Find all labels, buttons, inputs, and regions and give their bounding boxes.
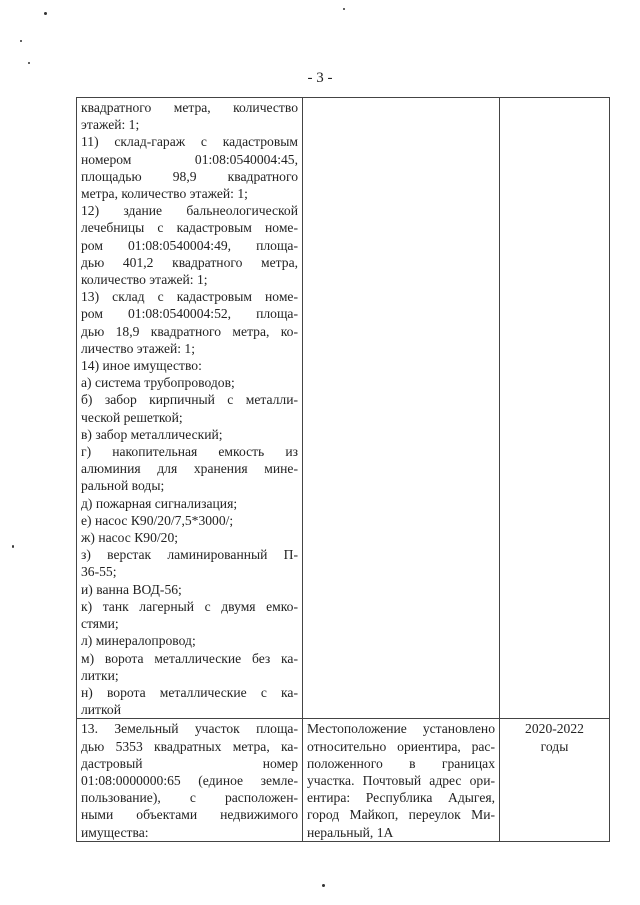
text-line: дью 401,2 квадратного метра,	[81, 254, 298, 270]
text-line: алюминия для хранения мине-	[81, 461, 298, 477]
text-line: ными объектами недвижимого	[81, 807, 298, 823]
scan-speck	[28, 62, 30, 64]
text-line: город Майкоп, переулок Ми-	[307, 807, 495, 823]
cell-period-13	[500, 719, 610, 841]
text-line: е) насос К90/20/7,5*3000/;	[81, 512, 234, 528]
text-line: а) система трубопроводов;	[81, 375, 235, 391]
text-line: 11) склад-гараж с кадастровым	[81, 134, 298, 150]
scan-speck	[20, 40, 22, 42]
text-line: личество этажей: 1;	[81, 340, 196, 356]
text-line: 36-55;	[81, 564, 117, 580]
text-line: в) забор металлический;	[81, 426, 223, 442]
cell-description-13	[77, 719, 303, 841]
text-line: н) ворота металлические с ка-	[81, 684, 298, 700]
table-row-13	[77, 719, 610, 841]
text-line: литкой	[81, 702, 121, 718]
text-line: дью 5353 квадратных метра, ка-	[81, 738, 298, 754]
text-line: ческой решеткой;	[81, 409, 183, 425]
text-line: и) ванна ВОД-56;	[81, 581, 182, 597]
text-line: ж) насос К90/20;	[81, 530, 179, 546]
text-line: метра, количество этажей: 1;	[81, 186, 248, 202]
text-line: 13. Земельный участок площа-	[81, 721, 298, 737]
text-line: этажей: 1;	[81, 117, 140, 133]
text-line: имущества:	[81, 824, 149, 840]
text-line: к) танк лагерный с двумя емко-	[81, 598, 298, 614]
text-line: количество этажей: 1;	[81, 272, 208, 288]
table-row-continued	[77, 98, 610, 719]
text-line: Местоположение установлено	[307, 721, 495, 737]
text-line: квадратного метра, количество	[81, 100, 298, 115]
text-line: з) верстак ламинированный П-	[81, 547, 298, 563]
text-line: номером 01:08:0540004:45,	[81, 151, 298, 167]
text-line: 12) здание бальнеологической	[81, 203, 298, 219]
scan-speck	[322, 884, 325, 887]
text-line: пользование), с расположен-	[81, 790, 298, 806]
text-line: 01:08:0000000:65 (единое земле-	[81, 772, 298, 788]
text-line: 13) склад с кадастровым номе-	[81, 289, 298, 305]
text-line: г) накопительная емкость из	[81, 444, 298, 460]
cell-location-13	[303, 719, 500, 841]
text-line: стями;	[81, 616, 119, 632]
text-line: годы	[540, 738, 569, 754]
text-line: участка. Почтовый адрес ори-	[307, 772, 495, 788]
text-line: ром 01:08:0540004:49, площа-	[81, 237, 298, 253]
text-line: б) забор кирпичный с металли-	[81, 392, 298, 408]
scan-speck	[343, 8, 345, 10]
text-line: д) пожарная сигнализация;	[81, 495, 238, 511]
cell-description-continued	[77, 98, 303, 719]
text-line: ральной воды;	[81, 478, 165, 494]
text-line: дастровый номер	[81, 755, 298, 771]
page-number: - 3 -	[307, 70, 333, 86]
text-line: дью 18,9 квадратного метра, ко-	[81, 323, 298, 339]
text-line: площадью 98,9 квадратного	[81, 168, 298, 184]
cell-period-continued	[500, 98, 610, 719]
text-line: л) минералопровод;	[81, 633, 196, 649]
text-line: неральный, 1А	[307, 824, 394, 840]
text-line: м) ворота металлические без ка-	[81, 650, 298, 666]
text-line: относительно ориентира, рас-	[307, 738, 495, 754]
text-line: литки;	[81, 667, 119, 683]
text-line: ром 01:08:0540004:52, площа-	[81, 306, 298, 322]
text-line: 2020-2022	[525, 721, 584, 737]
property-table	[76, 97, 610, 842]
scan-speck	[12, 545, 14, 548]
cell-location-continued	[303, 98, 500, 719]
text-line: ентира: Республика Адыгея,	[307, 790, 495, 806]
scan-speck	[44, 12, 47, 15]
text-line: лечебницы с кадастровым номе-	[81, 220, 298, 236]
text-line: 14) иное имущество:	[81, 358, 202, 374]
text-line: положенного в границах	[307, 755, 495, 771]
